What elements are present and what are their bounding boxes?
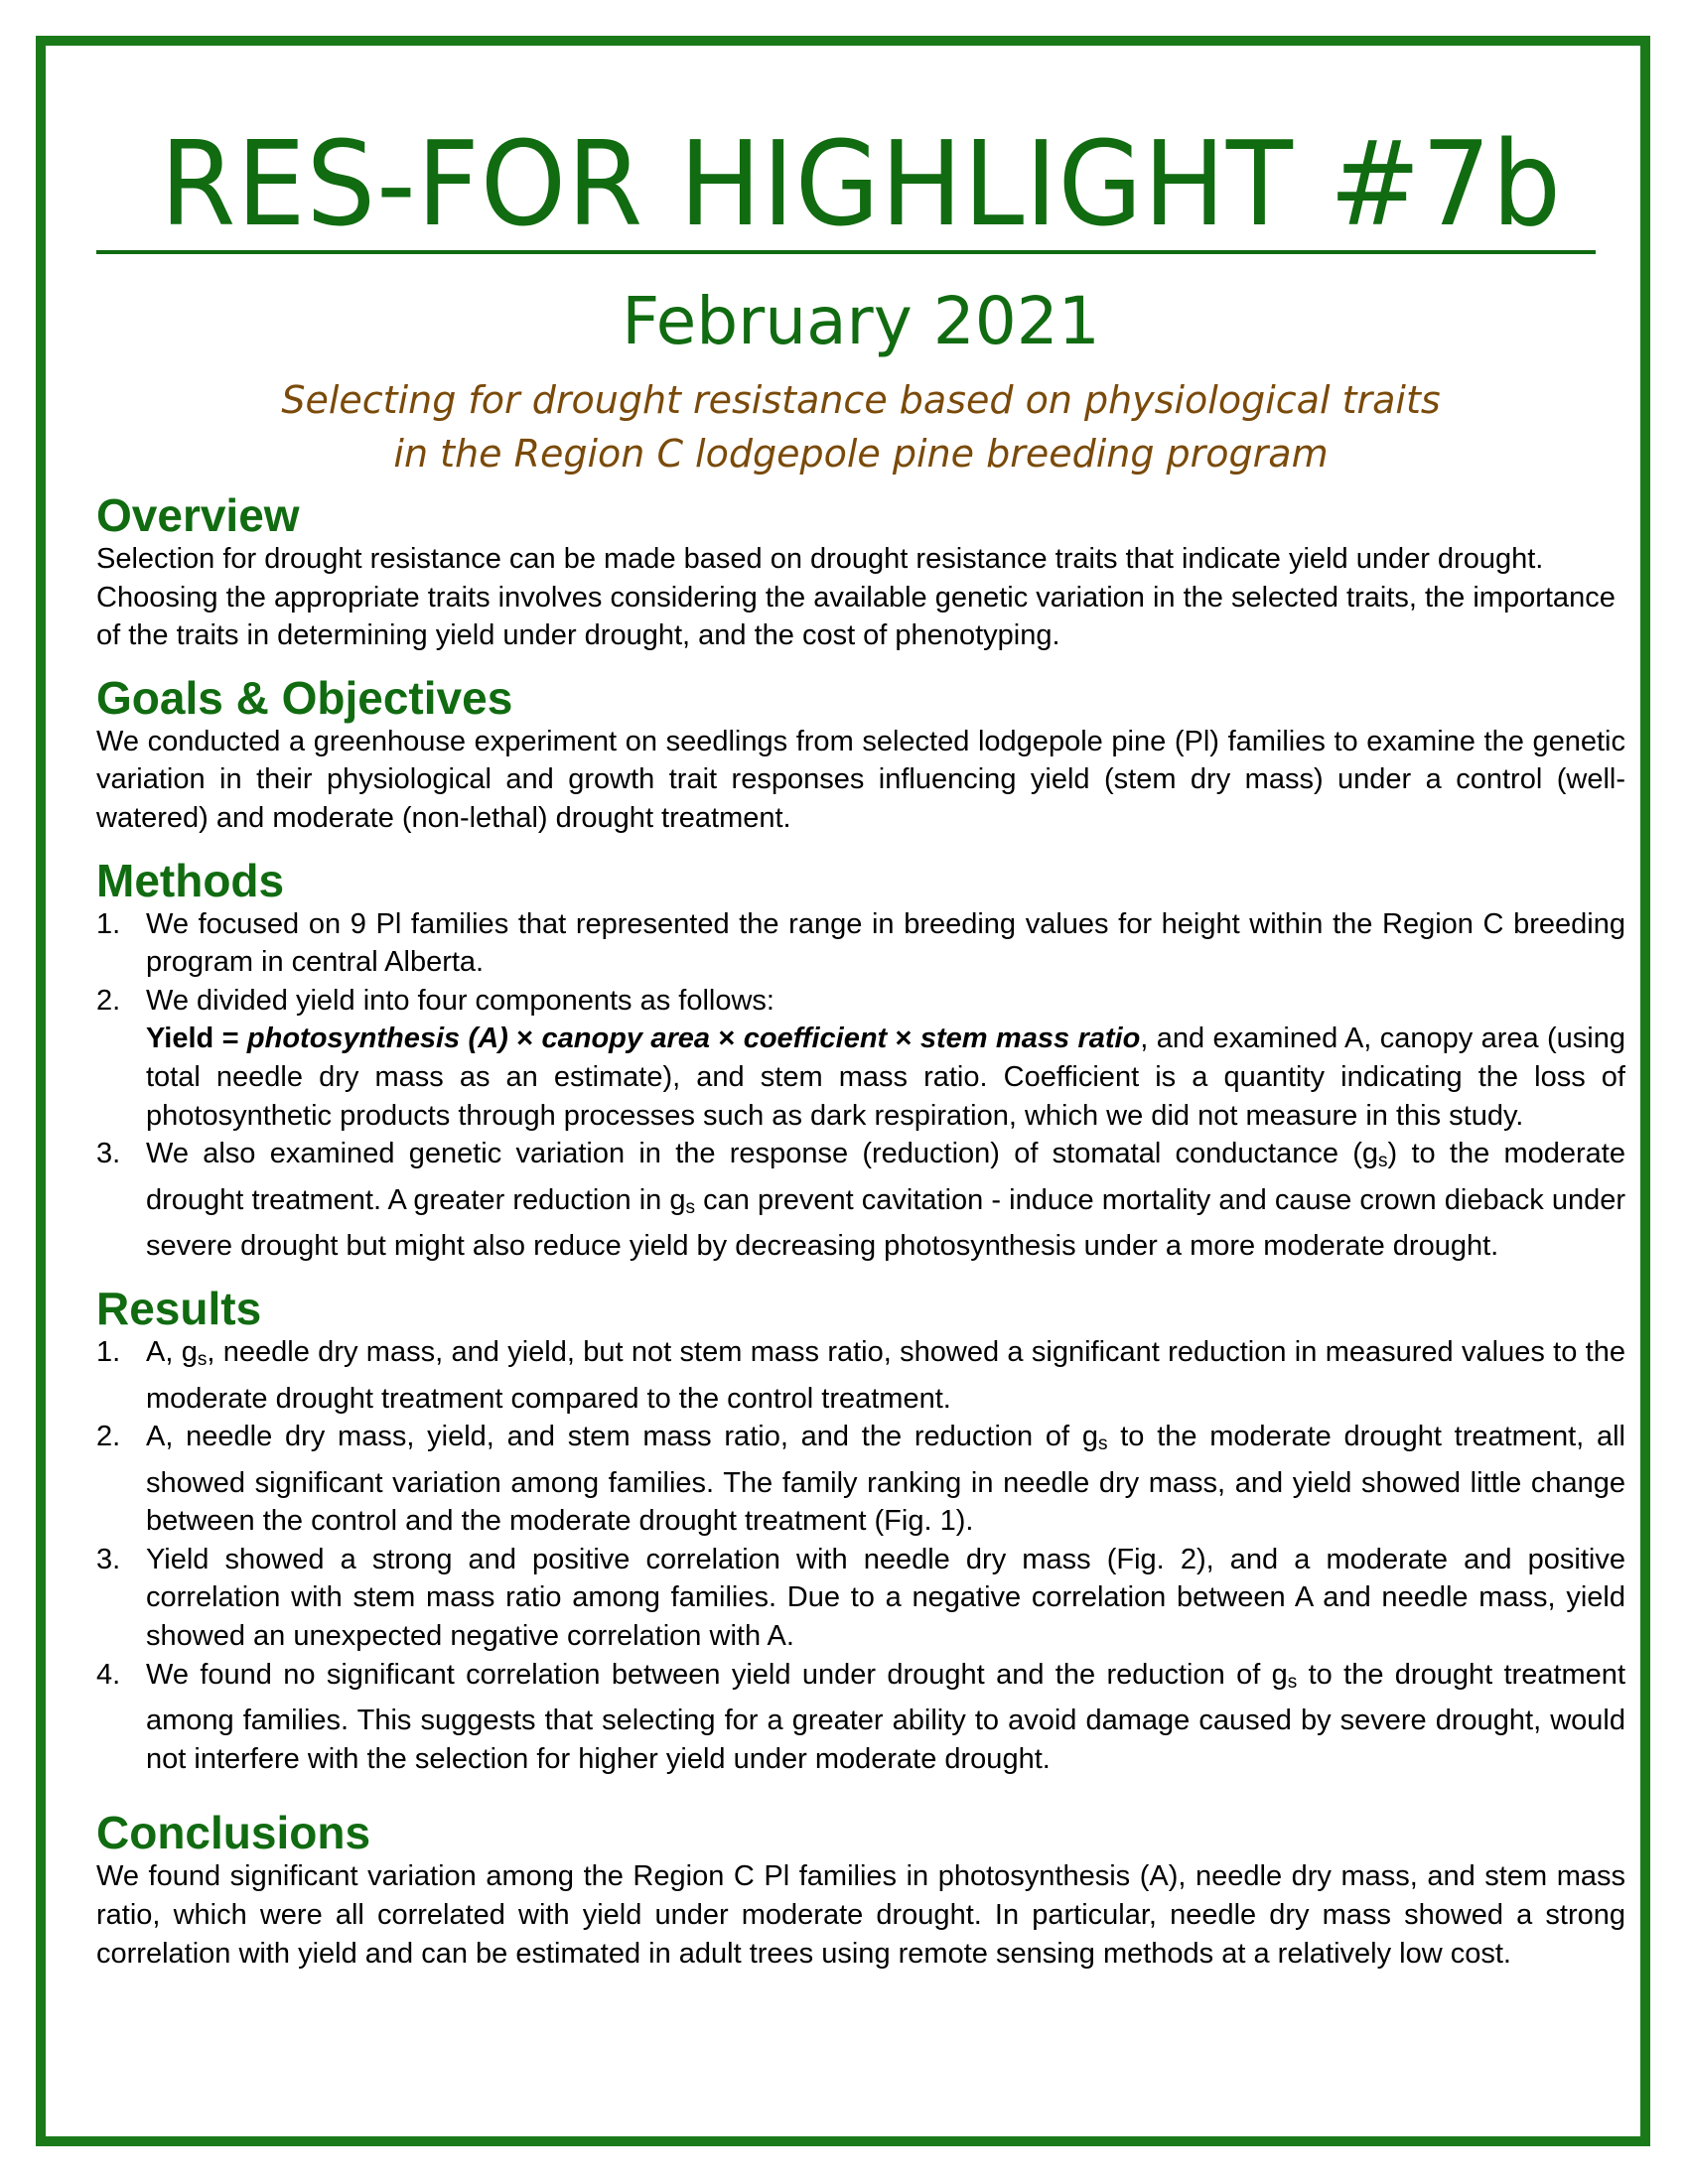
list-number: 1. — [96, 1335, 121, 1368]
list-item — [96, 1418, 1625, 1541]
list-text: Yield showed a strong and positive correlation with needle dry mass (Fig. 2), and a moderate and positive correlation with stem mass ratio among families. Due to a negative correlation between A and needle mass, yield showed an unexpected negative correlation with A. — [146, 1543, 1625, 1653]
list-number: 2. — [96, 1421, 121, 1453]
results-heading: Results — [96, 1282, 262, 1334]
list-text: can prevent cavitation - induce mortality and cause crown dieback under severe drought but might also reduce yield by decreasing photosynthesis under a more moderate drought. — [146, 1183, 1625, 1263]
results-list — [96, 1333, 1625, 1779]
list-number: 4. — [96, 1658, 121, 1691]
list-text: A, needle dry mass, yield, and stem mass ratio, and the reduction of g — [146, 1421, 1098, 1453]
list-number: 2. — [96, 984, 121, 1017]
document-body — [96, 115, 1625, 1973]
list-text: ) to the moderate drought treatment. A greater reduction in g — [146, 1138, 1625, 1216]
conclusions-text: We found significant variation among the Region C Pl families in photosynthesis (A), needle dry mass, and stem mass ratio, which were all correlated with yield under moderate drought. In particular, needle dry mass showed a strong correlation with yield and can be estimated in adult trees using remote sensing methods at a relatively low cost. — [96, 1860, 1625, 1970]
list-number: 3. — [96, 1543, 121, 1575]
subscript: s — [197, 1348, 208, 1370]
list-text: , needle dry mass, and yield, but not stem mass ratio, showed a significant reduction in measured values to the moderate drought treatment compared to the control treatment. — [146, 1335, 1625, 1415]
subscript: s — [685, 1196, 696, 1218]
eq-operator: × — [887, 1023, 920, 1055]
list-text: A, g — [146, 1335, 198, 1368]
list-text: We focused on 9 Pl families that represented the range in breeding values for height within the Region C breeding program in central Alberta. — [146, 907, 1625, 979]
list-text: We divided yield into four components as follows: — [146, 984, 774, 1017]
eq-term: coefficient — [743, 1023, 888, 1055]
results-section — [96, 1284, 1625, 1779]
eq-term: canopy area — [541, 1023, 711, 1055]
eq-operator: × — [507, 1023, 542, 1055]
goals-text: We conducted a greenhouse experiment on seedlings from selected lodgepole pine (Pl) families to examine the genetic variation in their physiological and growth trait responses influencing yield (stem dry mass) under a control (well-watered) and moderate (non-lethal) drought treatment. — [96, 725, 1625, 834]
goals-section — [96, 673, 1625, 838]
yield-equation — [146, 1023, 1140, 1054]
goals-heading: Goals & Objectives — [96, 671, 513, 724]
list-item — [96, 1333, 1625, 1418]
list-item — [96, 1135, 1625, 1266]
list-text: We found no significant correlation between yield under drought and the reduction of g — [146, 1658, 1288, 1691]
list-number: 1. — [96, 907, 121, 940]
methods-list — [96, 905, 1625, 1266]
list-item — [96, 1656, 1625, 1779]
subscript: s — [1097, 1433, 1108, 1455]
conclusions-heading: Conclusions — [96, 1807, 371, 1859]
overview-text: Selection for drought resistance can be made based on drought resistance traits that indicate yield under drought. Choosing the appropriate traits involves considering the available genetic variation in the selected traits, the importance of the traits in determining yield under drought, and the cost of phenotyping. — [96, 543, 1616, 652]
subtitle-line-2: in the Region C lodgepole pine breeding program — [393, 432, 1329, 476]
list-item — [96, 905, 1625, 982]
eq-operator: × — [710, 1023, 744, 1055]
list-text: to the drought treatment among families. This suggests that selecting for a greater ability to avoid damage caused by severe drought, would not interfere with the selection for higher yield under moderate drought. — [146, 1658, 1625, 1775]
page-title: RES-FOR HIGHLIGHT #7b — [160, 115, 1562, 252]
methods-section — [96, 856, 1625, 1266]
publication-date: February 2021 — [622, 283, 1100, 359]
conclusions-section — [96, 1808, 1625, 1973]
list-item — [96, 982, 1625, 1135]
methods-heading: Methods — [96, 854, 285, 906]
eq-term: photosynthesis (A) — [246, 1023, 508, 1055]
subscript: s — [1287, 1671, 1298, 1693]
list-number: 3. — [96, 1138, 121, 1170]
subscript: s — [1378, 1151, 1388, 1172]
list-item — [96, 1541, 1625, 1656]
overview-heading: Overview — [96, 489, 300, 541]
subtitle-line-1: Selecting for drought resistance based on physiological traits — [281, 378, 1441, 422]
list-text: , and examined A, canopy area (using total needle dry mass as an estimate), and stem mass ratio. Coefficient is a quantity indicating the loss of photosynthetic products through processes such as dark respiration, which we did not measure in this study. — [146, 1023, 1625, 1132]
overview-section — [96, 490, 1625, 655]
eq-yield: Yield = — [146, 1023, 247, 1055]
eq-term: stem mass ratio — [919, 1023, 1141, 1055]
list-text: We also examined genetic variation in the response (reduction) of stomatal conductance (g — [146, 1138, 1379, 1170]
subtitle — [96, 373, 1625, 480]
list-text: to the moderate drought treatment, all showed significant variation among families. The family ranking in needle dry mass, and yield showed little change between the control and the moderate drought treatment (Fig. 1). — [146, 1421, 1625, 1538]
